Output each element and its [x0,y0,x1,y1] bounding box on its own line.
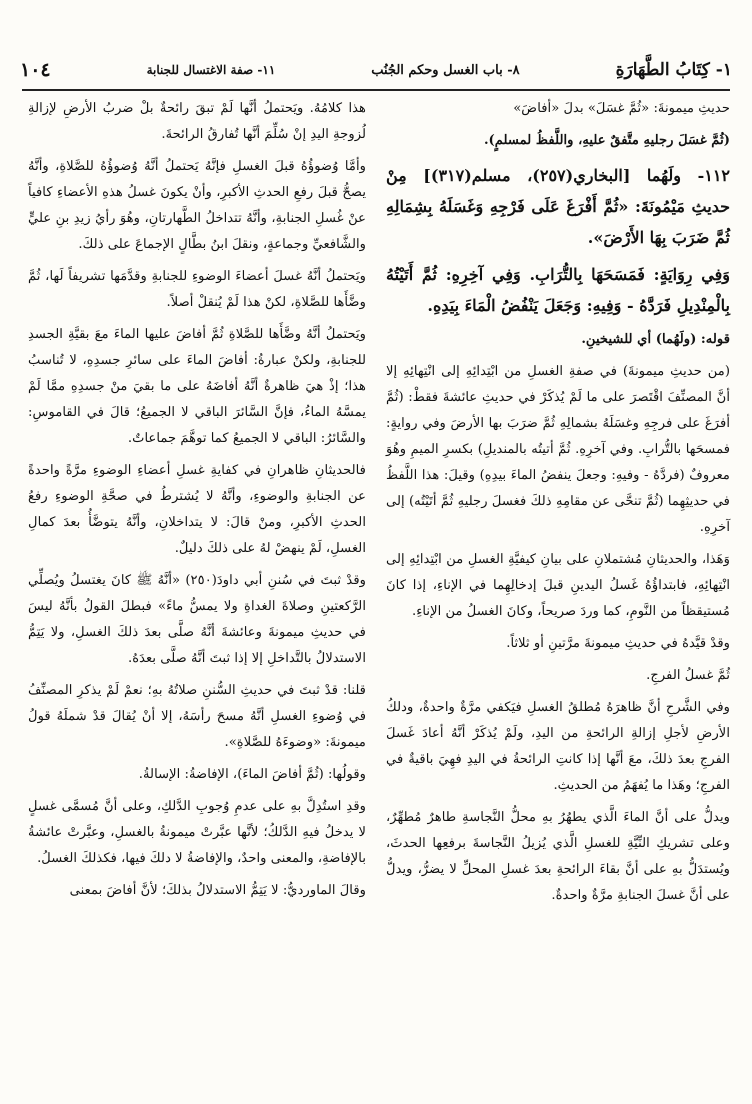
paragraph: وأمَّا وُضوؤُهُ قبلَ الغسلِ فإنَّهُ يَحتملُ أنَّهُ وُضوؤُهُ للصَّلاةِ، وأنَّهُ يصحُّ قبلَ رفعِ الحدثِ الأكبرِ، وأنْ يكونَ غسلُ هذهِ الأعضاءِ كافياً عنْ غُسلِ الجنابةِ، وأنَّهُ تتداخلُ الطَّهارتانِ، وهُوَ رأيُ زيدِ بنِ عليٍّ والشَّافعيِّ وجماعةٍ، ونقلَ ابنُ بطَّالٍ الإجماعَ على ذلكَ. [28,159,366,252]
header-rule [22,89,730,91]
paragraph: وقولُها: (ثُمَّ أفاضَ الماءَ)، الإفاضةُ: الإسالةُ. [138,767,366,782]
paragraph: ويَحتملُ أنَّهُ وضَّأَها للصَّلاةِ ثُمَّ أفاضَ عليها الماءَ معَ بقيَّةِ الجسدِ للجنابةِ، ولكنْ عبارةُ: أفاضَ الماءَ على سائرِ جسدِهِ، لا تُناسبُ هذا؛ إذْ هيَ ظاهرةٌ أنَّهُ أفاضَهُ على ما بقيَ منْ جسدِهِ ممَّا لَمْ يمسَّهُ الماءُ، فإنَّ السَّائرَ الباقي لا الجميعُ؛ قالَ في القاموسِ: والسَّائرُ: الباقي لا الجميعُ كما توهَّمَ جماعاتٌ. [28,327,366,446]
page-header [20,52,732,88]
paragraph: ثُمَّ غسلُ الفرجِ. [646,668,730,683]
paragraph: وقدْ ثبتَ في سُننِ أبي داودَ(٢٥٠) «أنَّهُ ﷺ كانَ يغتسلُ ويُصلِّي الرَّكعتينِ وصلاةَ الغداةِ ولا يمسُّ ماءً» فبطلَ القولُ بأنَّهُ ليسَ في حديثِ ميمونةَ وعائشةَ أنَّهُ صلَّى بعدَ ذلكَ الغسلِ، ولا يَتِمُّ الاستدلالُ بالتَّداخلِ إلا إذا ثبتَ أنَّهُ صلَّى بعدَهُ. [28,573,366,666]
paragraph: حديثِ ميمونةَ: «ثُمَّ غسَلَ» بدلَ «أفاضَ» [513,101,730,116]
hadith-text: وَفِي رِوَايَةٍ: فَمَسَحَهَا بِالتُّرَابِ. وَفِي آخِرِهِ: ثُمَّ أَتَيْتُهُ بِالْمِنْدِيلِ فَرَدَّهُ - وَفِيهِ: وَجَعَلَ يَنْفُضُ الْمَاءَ بِيَدِهِ. [386,265,730,315]
paragraph: وَهَذا، والحديثانِ مُشتملانِ على بيانِ كيفيَّةِ الغسلِ من ابْتِدائِهِ إلى انْتِهائِهِ، فابتداؤُهُ غَسلُ اليدينِ قبلَ إدخالِهِما في الإناءِ، إذا كانَ مُستيقظاً من النَّومِ، كما وردَ صريحاً، وكانَ الغسلُ من الإناءِ. [386,552,730,619]
chapter-title: ٨- باب الغسل وحكم الجُنُب [371,62,520,78]
left-column [28,96,366,910]
paragraph: فالحديثانِ ظاهرانِ في كفايةِ غسلِ أعضاءِ الوضوءِ مرَّةً واحدةً عن الجنابةِ والوضوءِ، وأنَّهُ لا يُشترطُ في صحَّةِ الوضوءِ رفعُ الحدثِ الأكبرِ، ومنْ قالَ: لا يتداخلانِ، وأنَّهُ يتوضَّأُ بعدَ كمالِ الغسلِ، لَمْ ينهضْ لهُ على ذلكَ دليلٌ. [28,463,366,556]
book-title: ١- كِتَابُ الطَّهَارَةِ [615,60,732,80]
paragraph: وقدِ استُدِلَّ بهِ على عدمِ وُجوبِ الدَّلكِ، وعلى أنَّ مُسمَّى غسلٍ لا يدخلُ فيهِ الدَّلكُ؛ لأنَّها عبَّرتْ ميمونةُ بالغسلِ، وعبَّرتْ عائشةُ بالإفاضةِ، والمعنى واحدٌ، والإفاضةُ لا دلكَ فيها، فكذلكَ الغسلُ. [28,799,366,866]
paragraph: ويدلُّ على أنَّ الماءَ الَّذي يطهُرُ بهِ محلُّ النَّجاسةِ طاهرٌ مُطهِّرٌ، وعلى تشريكِ النِّيَّةِ للغسلِ الَّذي يُزيلُ النَّجاسةَ برفعِها الحدثَ، ويُستدَلُّ بهِ على أنَّ بقاءَ الرائحةِ بعدَ غسلِ المحلِّ لا يضرُّ، ويدلُّ على أنَّ غسلَ الجنابةِ مرَّةٌ واحدةٌ. [386,810,730,903]
right-column [386,96,730,915]
page-number: ١٠٤ [20,59,51,81]
hadith-text: ١١٢- ولَهُما [البخاري(٢٥٧)، مسلم(٣١٧)] مِنْ حديثِ مَيْمُونَةَ: «ثُمَّ أَفْرَغَ عَلَى فَرْجِهِ وَغَسَلَهُ بِشِمَالِهِ ثُمَّ ضَرَبَ بِهَا الأَرْضَ». [386,166,730,247]
paragraph: وفي الشَّرحِ أنَّ ظاهرَهُ مُطلقُ الغسلِ فيَكفي مرَّةٌ واحدةٌ، ودلكُ الأرضِ لأجلِ إزالةِ الرائحةِ من اليدِ، ولَمْ يُذكَرْ أنَّهُ أعادَ غَسلَ الفرجِ بعدَ ذلكَ، معَ أنَّها إذا كانتِ الرائحةُ في اليدِ فهِيَ باقيةٌ في الفرجِ؛ وهَذا ما يُفهَمُ من الحديثِ. [386,700,730,793]
paragraph: هذا كلامُهُ. ويَحتملُ أنَّها لَمْ تبقَ رائحةٌ بلْ ضربُ الأرضِ لإزالةِ لُزوجةِ اليدِ إنْ سُلِّمَ أنَّها تُفارقُ الرائحةَ. [28,101,366,142]
paragraph: (ثُمَّ غسَلَ رجليهِ متَّفقٌ عليهِ، واللَّفظُ لمسلمٍ). [483,133,730,148]
paragraph: وقالَ الماورديُّ: لا يَتِمُّ الاستدلالُ بذلكَ؛ لأنَّ أفاضَ بمعنى [69,883,366,898]
paragraph: (من حديثِ ميمونةَ) في صفةِ الغسلِ من ابْتِدائِهِ إلى انْتِهائِهِ إلا أنَّ المصنِّفَ اقْتَصرَ على ما لَمْ يُذكَرْ في حديثِ عائشةَ فقطْ: (ثُمَّ أفرَغَ على فرجِهِ وغسَلَهُ بشمالِهِ ثُمَّ ضرَبَ بها الأرضَ وفي روايةٍ: فمسحَها بالتُّرابِ. وفي آخرِهِ. ثُمَّ أتيتُه بالمنديلِ) بكسرِ الميمِ وهُوَ معروفٌ (فردَّهُ - وفيهِ: وجعلَ ينفضُ الماءَ بيدِهِ) وقيلَ: هذا اللَّفظُ في حديثِهِما (ثُمَّ تنحَّى عن مقامِهِ ذلكَ فغسلَ رجليهِ ثُمَّ أتَيْتُه) إلى آخرِهِ. [386,364,730,535]
paragraph: قلنا: قدْ ثبتَ في حديثِ السُّننِ صلاتُهُ بهِ؛ نعمْ لَمْ يذكرِ المصنِّفُ في وُضوءِ الغسلِ أنَّهُ مسحَ رأسَهُ، إلا أنْ يُقالَ قدْ شملَهُ قولُ ميمونةَ: «وضوءَهُ للصَّلاةِ». [28,683,366,750]
section-title: ١١- صفة الاغتسال للجنابة [146,63,276,77]
paragraph: قوله: (ولَهُما) أي للشيخينِ. [581,332,730,347]
paragraph: وقدْ قيَّدهُ في حديثِ ميمونةَ مرَّتينِ أو ثلاثاً. [506,636,730,651]
paragraph: ويَحتملُ أنَّهُ غسلَ أعضاءَ الوضوءِ للجنابةِ وقدَّمَها تشريفاً لَها، ثُمَّ وضَّأَها للصَّلاةِ، لكنْ هذا لَمْ يُنقلْ أصلاً. [28,269,366,310]
